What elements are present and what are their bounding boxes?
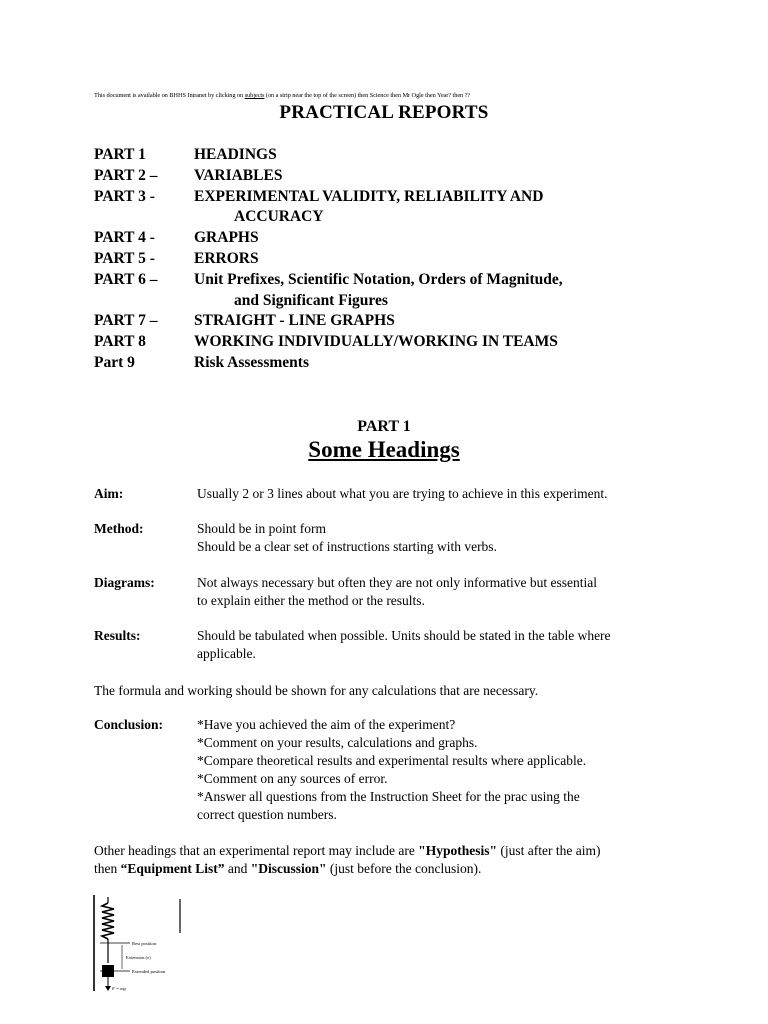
text-line: to explain either the method or the results. [197,593,425,608]
text-line: correct question numbers. [197,807,337,822]
toc-part: PART 6 – [94,270,158,288]
notice-text-2: (on a strip near the top of the screen) then Science then Mr Ogle then Year? then ?? [264,92,471,99]
aim-label: Aim: [94,486,124,501]
subjects-link[interactable]: subjects [244,92,265,99]
toc-title: HEADINGS [194,146,277,163]
text-span: and [224,861,251,876]
extension-label: Extension (e) [126,955,151,960]
text-line: *Compare theoretical results and experimental results where applicable. [197,753,587,768]
toc-title: and Significant Figures [234,291,388,309]
text-line: *Comment on your results, calculations and graphs. [197,735,478,750]
method-text [197,520,497,556]
extended-label: Extended position [132,969,166,974]
spring-coil [102,903,114,939]
text-line: Not always necessary but often they are not only informative but essential [197,575,598,590]
text-line: Usually 2 or 3 lines about what you are trying to achieve in this experiment. [197,486,608,501]
text-line: Should be tabulated when possible. Units should be stated in the table where [197,628,611,643]
toc-title: EXPERIMENTAL VALIDITY, RELIABILITY AND [194,187,544,205]
section-title: Some Headings [308,437,460,462]
text-line [94,842,600,860]
toc-part: PART 3 - [94,187,155,205]
toc-title: GRAPHS [194,229,259,247]
diagrams-label: Diagrams: [94,575,155,590]
toc-part: PART 7 – [94,312,158,330]
toc-title: ACCURACY [234,208,324,226]
mass-block [102,965,114,977]
toc-part: PART 8 [94,333,146,351]
toc-title: ERRORS [194,249,259,267]
toc-part: PART 4 - [94,229,155,247]
rest-label: Rest position [132,941,157,946]
notice-text: This document is available on BHHS Intranet by clicking on [94,92,245,99]
toc-part: PART 1 [94,146,146,163]
intranet-notice [94,92,470,99]
toc-row [94,333,734,354]
toc-title: VARIABLES [194,166,283,184]
text-line: Should be a clear set of instructions starting with verbs. [197,539,497,554]
text-line: *Answer all questions from the Instruction Sheet for the prac using the [197,789,580,804]
toc-part: PART 5 - [94,249,155,267]
toc-row [94,167,734,188]
text-line: applicable. [197,646,256,661]
conclusion-label: Conclusion: [94,717,164,732]
text-line: *Comment on any sources of error. [197,771,388,786]
method-label: Method: [94,521,144,536]
toc-row [94,146,734,167]
diagrams-text [197,574,597,610]
toc-row [94,208,734,229]
other-headings-note [94,842,600,878]
discussion-term: "Discussion" [250,861,327,876]
toc-row [94,354,734,375]
text-line: Should be in point form [197,521,326,536]
toc-row [94,229,734,250]
document-title: PRACTICAL REPORTS [279,102,489,123]
text-span: (just before the conclusion). [326,861,482,876]
equipment-list-term: “Equipment List” [120,861,225,876]
aim-text [197,485,608,503]
toc-part: PART 2 – [94,166,158,184]
toc-row [94,312,734,333]
conclusion-text [197,716,586,824]
toc-row [94,250,734,271]
part-label: PART 1 [357,418,411,435]
toc-row [94,271,734,292]
force-label: F = mg [112,986,126,991]
text-span: Other headings that an experimental report may include are [94,843,419,858]
text-line [94,860,600,878]
toc-title: Risk Assessments [194,353,309,371]
toc-row [94,292,734,313]
text-span: then [94,861,121,876]
table-of-contents [94,146,734,375]
hypothesis-term: "Hypothesis" [418,843,498,858]
formula-note: The formula and working should be shown for any calculations that are necessary. [94,683,539,698]
force-arrowhead [105,986,111,991]
toc-title: WORKING INDIVIDUALLY/WORKING IN TEAMS [194,333,558,351]
toc-row [94,188,734,209]
spring-diagram [92,893,192,993]
toc-title: STRAIGHT - LINE GRAPHS [194,312,395,330]
text-line: *Have you achieved the aim of the experiment? [197,717,456,732]
toc-title: Unit Prefixes, Scientific Notation, Orders of Magnitude, [194,270,563,288]
results-label: Results: [94,628,141,643]
results-text [197,627,611,663]
text-span: (just after the aim) [497,843,601,858]
toc-part: Part 9 [94,353,135,371]
